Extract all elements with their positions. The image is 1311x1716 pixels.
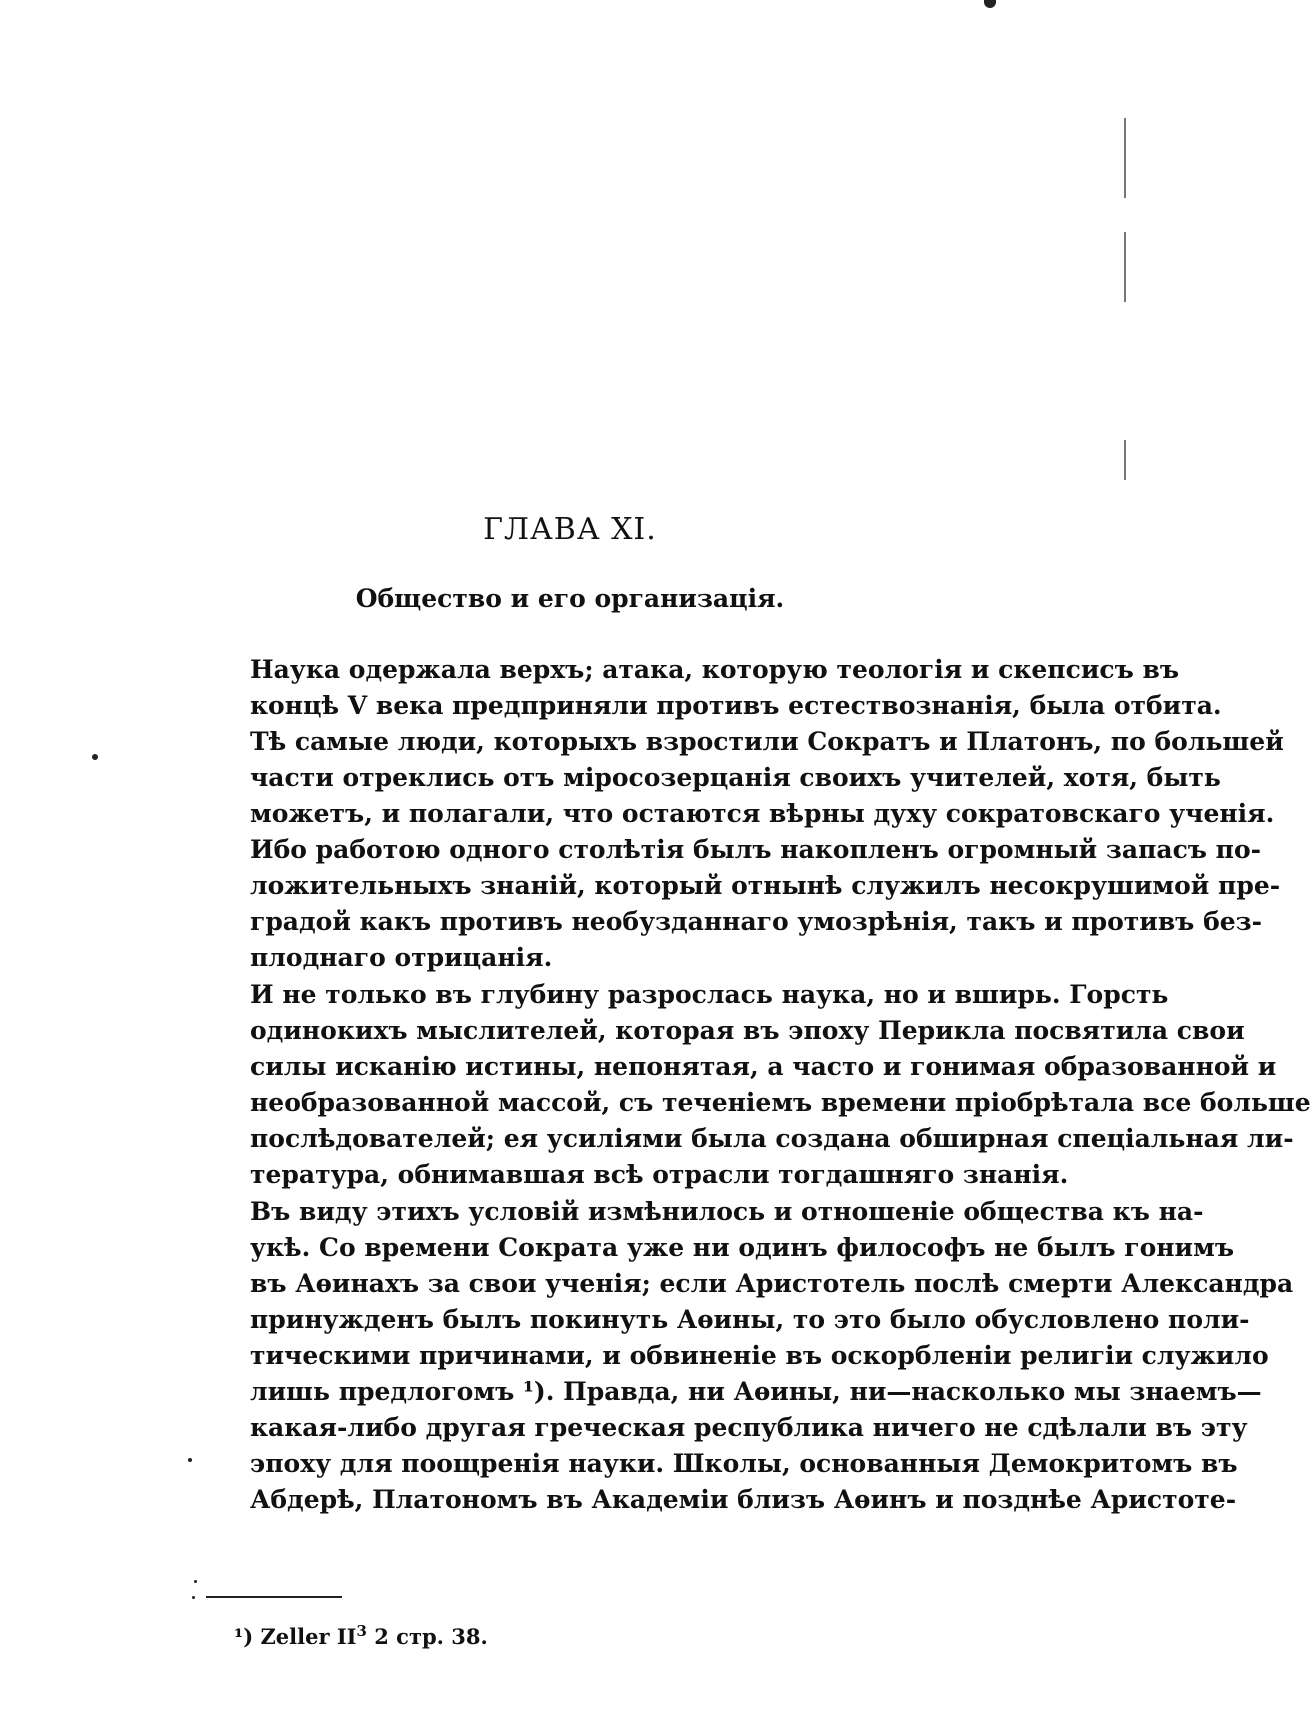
paragraph [206, 652, 1284, 976]
text-line: Наука одержала верхъ; атака, которую теологія и скепсисъ въ [250, 655, 1180, 684]
page-edge-mark [1124, 440, 1126, 480]
text-line: Въ виду этихъ условій измѣнилось и отношеніе общества къ на- [250, 1197, 1204, 1226]
text-line: градой какъ противъ необузданнаго умозрѣнія, такъ и противъ без- [250, 907, 1262, 936]
text-line: части отреклись отъ міросозерцанія своихъ учителей, хотя, быть [250, 763, 1221, 792]
footnote-rest: 2 стр. 38. [374, 1624, 488, 1649]
text-line: концѣ V века предприняли противъ естествознанія, была отбита. [250, 691, 1222, 720]
scan-speck [92, 754, 98, 760]
footnote-marker: ¹) [234, 1624, 254, 1649]
text-line: можетъ, и полагали, что остаются вѣрны духу сократовскаго ученія. [250, 799, 1275, 828]
text-line: силы исканію истины, непонятая, а часто и гонимая образованной и [250, 1052, 1277, 1081]
text-line: эпоху для поощренія науки. Школы, основанныя Демокритомъ въ [250, 1449, 1238, 1478]
scan-speck [194, 1580, 197, 1583]
scan-speck [192, 1596, 195, 1599]
footnote-rule [206, 1596, 342, 1598]
text-line: Тѣ самые люди, которыхъ взростили Сократъ и Платонъ, по большей [250, 727, 1284, 756]
text-line: лишь предлогомъ ¹). Правда, ни Аѳины, ни—насколько мы знаемъ— [250, 1377, 1262, 1406]
paragraph [206, 1194, 1294, 1518]
text-line: необразованной массой, съ теченіемъ времени пріобрѣтала все больше [250, 1088, 1311, 1117]
text-line: послѣдователей; ея усиліями была создана обширная спеціальная ли- [250, 1124, 1294, 1153]
paragraph [206, 977, 1311, 1193]
text-line: Ибо работою одного столѣтія былъ накопленъ огромный запасъ по- [250, 835, 1262, 864]
footnote-text: Zeller II [260, 1624, 357, 1649]
text-line: И не только въ глубину разрослась наука, но и вширь. Горсть [250, 980, 1169, 1009]
text-line: одинокихъ мыслителей, которая въ эпоху Перикла посвятила свои [250, 1016, 1245, 1045]
text-line: Абдерѣ, Платономъ въ Академіи близъ Аѳинъ и позднѣе Аристоте- [250, 1485, 1237, 1514]
text-line: тература, обнимавшая всѣ отрасли тогдашняго знанія. [250, 1160, 1069, 1189]
text-line: въ Аѳинахъ за свои ученія; если Аристотель послѣ смерти Александра [250, 1269, 1294, 1298]
body-text [206, 652, 1311, 1519]
chapter-heading: ГЛАВА XI. [483, 512, 657, 547]
text-line: плоднаго отрицанія. [250, 943, 553, 972]
text-line: тическими причинами, и обвиненіе въ оскорбленіи религіи служило [250, 1341, 1269, 1370]
scan-speck [188, 1458, 192, 1462]
text-line: укѣ. Со времени Сократа уже ни одинъ философъ не былъ гонимъ [250, 1233, 1234, 1262]
scan-speck [984, 0, 996, 8]
page-edge-mark [1124, 232, 1126, 302]
text-line: какая-либо другая греческая республика ничего не сдѣлали въ эту [250, 1413, 1248, 1442]
footnote-sup: 3 [356, 1622, 367, 1640]
chapter-subtitle: Общество и его организація. [355, 584, 785, 613]
text-line: принужденъ былъ покинуть Аѳины, то это было обусловлено поли- [250, 1305, 1250, 1334]
page-edge-mark [1124, 118, 1126, 198]
text-line: ложительныхъ знаній, который отнынѣ служилъ несокрушимой пре- [250, 871, 1281, 900]
footnote [234, 1624, 488, 1649]
